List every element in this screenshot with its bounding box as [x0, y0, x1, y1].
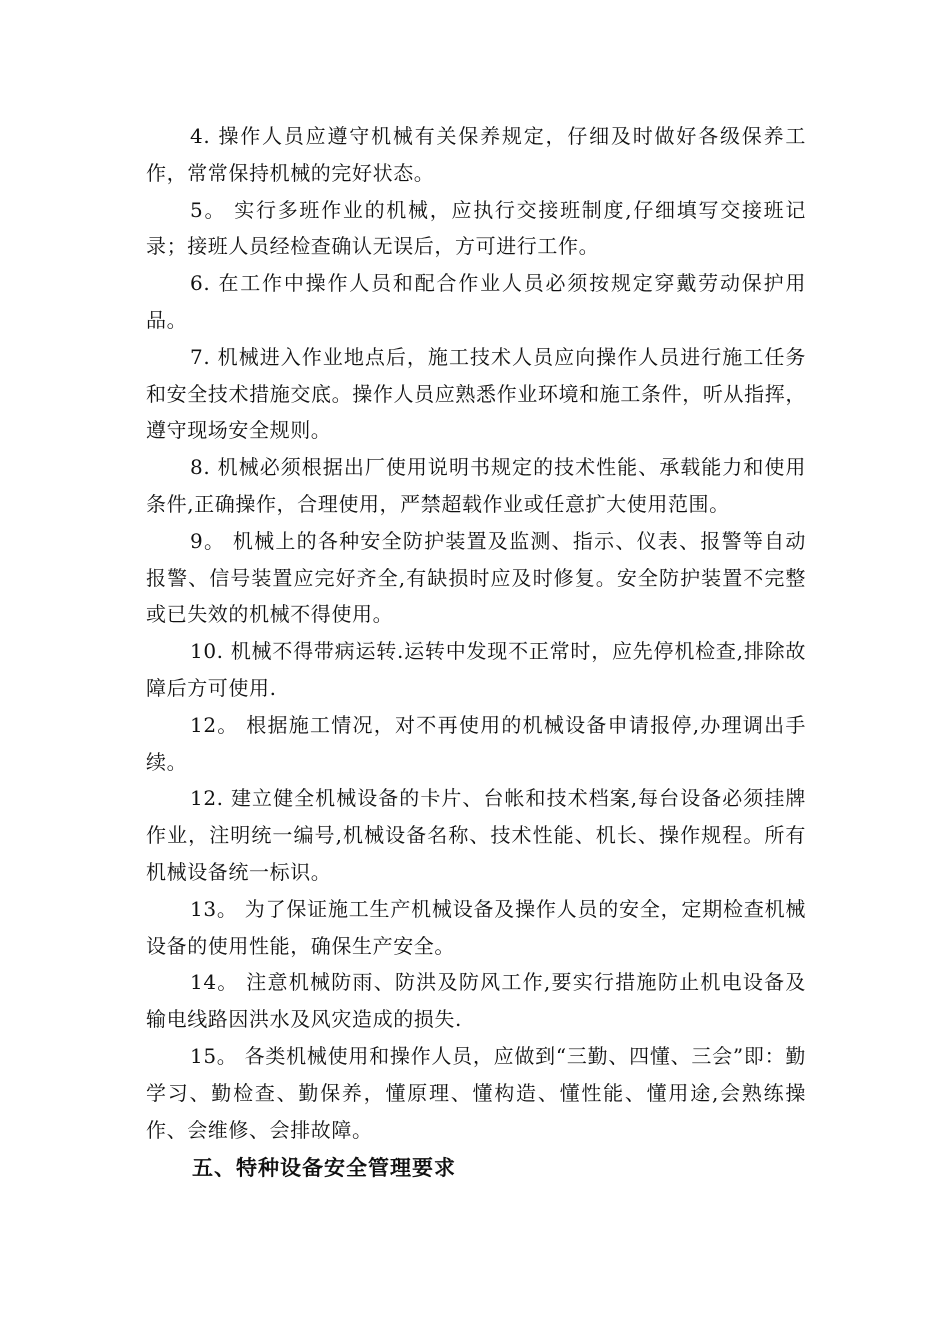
paragraph-item-10: 10. 机械不得带病运转.运转中发现不正常时，应先停机检查,排除故障后方可使用.: [146, 639, 806, 700]
paragraph-item-6: 6. 在工作中操作人员和配合作业人员必须按规定穿戴劳动保护用品。: [146, 271, 806, 332]
paragraph-item-9: 9。 机械上的各种安全防护装置及监测、指示、仪表、报警等自动报警、信号装置应完好齐全,有缺损时应及时修复。安全防护装置不完整或已失效的机械不得使用。: [146, 528, 806, 627]
paragraph-item-8: 8. 机械必须根据出厂使用说明书规定的技术性能、承载能力和使用条件,正确操作，合理使用，严禁超载作业或任意扩大使用范围。: [146, 455, 806, 516]
paragraph-item-13: 13。 为了保证施工生产机械设备及操作人员的安全，定期检查机械设备的使用性能，确保生产安全。: [146, 896, 806, 958]
paragraph-item-14: 14。 注意机械防雨、防洪及防风工作,要实行措施防止机电设备及输电线路因洪水及风灾造成的损失.: [146, 970, 806, 1032]
paragraph-item-12a: 12。 根据施工情况，对不再使用的机械设备申请报停,办理调出手续。: [146, 712, 806, 774]
document-body: [146, 118, 806, 1188]
paragraph-item-7: 7. 机械进入作业地点后，施工技术人员应向操作人员进行施工任务和安全技术措施交底。操作人员应熟悉作业环境和施工条件，听从指挥，遵守现场安全规则。: [146, 344, 806, 443]
paragraph-item-12b: 12. 建立健全机械设备的卡片、台帐和技术档案,每台设备必须挂牌作业，注明统一编号,机械设备名称、技术性能、机长、操作规程。所有机械设备统一标识。: [146, 786, 806, 884]
paragraph-item-5: 5。 实行多班作业的机械，应执行交接班制度,仔细填写交接班记录；接班人员经检查确认无误后，方可进行工作。: [146, 197, 806, 259]
paragraph-item-15: 15。 各类机械使用和操作人员，应做到“三勤、四懂、三会”即：勤学习、勤检查、勤保养，懂原理、懂构造、懂性能、懂用途,会熟练操作、会维修、会排故障。: [146, 1043, 806, 1142]
section-heading: 五、特种设备安全管理要求: [192, 1156, 456, 1181]
paragraph-item-4: 4. 操作人员应遵守机械有关保养规定，仔细及时做好各级保养工作，常常保持机械的完好状态。: [146, 124, 806, 185]
